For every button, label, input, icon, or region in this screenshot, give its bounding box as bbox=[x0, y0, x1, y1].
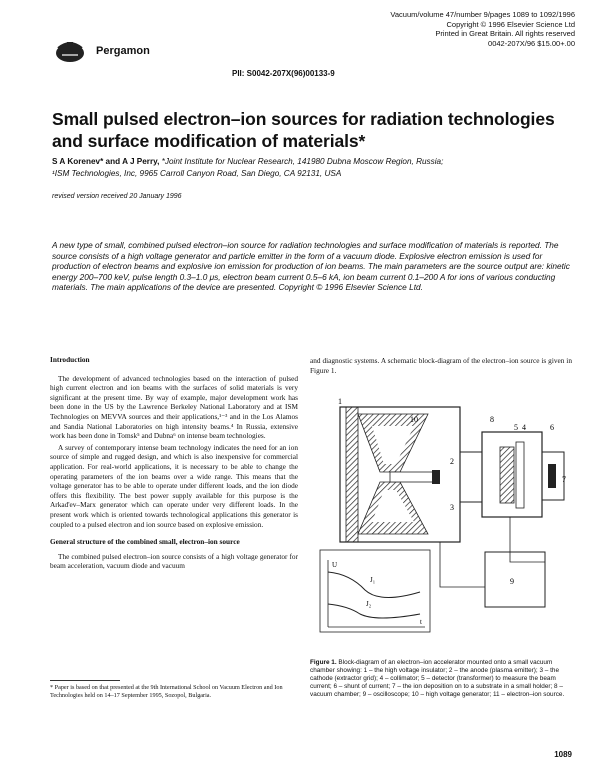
figure-label-6: 6 bbox=[550, 423, 554, 432]
figure-caption-label: Figure 1. bbox=[310, 659, 337, 666]
intro-paragraph-2: A survey of contemporary intense beam technology indicates the need for an ion source of simple and rugged design, and which is also inexpensive for commercial application. For real-world applications, it is necessary to be able to change the operating parameters of the ion beams over a wide range. This means that the voltage generator has to be able to operate under different loads, and the ion diode offers this flexibility. The best power supply available for this purpose is the Arkad'ev–Marx generator which can operate under very different loads. In the present work which is oriented towards technological applications this generator is coupled to a pulsed electron and ion source based on explosive emission. bbox=[50, 442, 298, 529]
figure-label-1: 1 bbox=[338, 397, 342, 406]
section-heading-general-structure: General structure of the combined small, electron–ion source bbox=[50, 537, 240, 547]
current-transformer bbox=[516, 442, 524, 508]
right-paragraph-1: and diagnostic systems. A schematic block-diagram of the electron–ion source is given in Figure 1. bbox=[310, 356, 572, 375]
figure-label-10: 10 bbox=[410, 415, 418, 424]
collimator bbox=[500, 447, 514, 503]
author-names: S A Korenev* and A J Perry, bbox=[52, 157, 160, 166]
insulator-column bbox=[346, 407, 358, 542]
figure-label-j2: J₂ bbox=[366, 600, 372, 608]
figure-label-j1: J₁ bbox=[370, 576, 376, 584]
figure-label-t: t bbox=[420, 618, 422, 626]
diode-chamber bbox=[460, 452, 482, 502]
figure-label-3: 3 bbox=[450, 503, 454, 512]
waveform-j2 bbox=[328, 604, 420, 618]
figure-label-8: 8 bbox=[490, 415, 494, 424]
affiliation-1: *Joint Institute for Nuclear Research, 141980 Dubna Moscow Region, Russia; bbox=[161, 157, 444, 166]
footnote-divider bbox=[50, 680, 120, 681]
figure-label-4: 4 bbox=[522, 423, 526, 432]
oscilloscope-box bbox=[485, 552, 545, 607]
pii-identifier: PII: S0042-207X(96)00133-9 bbox=[232, 69, 335, 78]
journal-volume-line: Vacuum/volume 47/number 9/pages 1089 to 1092/1996 bbox=[390, 10, 575, 19]
figure-caption-text: Block-diagram of an electron–ion accelerator mounted onto a small vacuum chamber showing: 1 – the high voltage insulator; 2 – the anode (plasma emitter); 3 – the cathode (extractor grid); 4 – collimator; 5 – detector (transformer) to measure the beam current; 6 – shunt of current; 7 – the ion deposition on to a substrate in a small holder; 8 – vacuum chamber; 9 – oscilloscope; 10 – high voltage generator; 11 – electron–ion source. bbox=[310, 659, 565, 698]
figure-label-7: 7 bbox=[562, 475, 566, 484]
intro-paragraph-1: The development of advanced technologies based on the interaction of pulsed high current electron and ion beams with the surfaces of solid materials is very significant at the present time. By way of example, major development work has been done in the US by the Lawrence Berkeley National Laboratory and at ISM Technologies on MEVVA sources and their applications,¹⁻³ and in the Los Alamos and Sandia National Laboratories on high intensity beams.⁴ In Russia, extensive work has been done in Tomsk⁵ and Dubna⁶ on intense beam technologies. bbox=[50, 373, 298, 441]
left-column bbox=[50, 355, 298, 573]
figure-label-5: 5 bbox=[514, 423, 518, 432]
footnote: * Paper is based on that presented at the 9th International School on Vacuum Electron and Ion Technologies held on 14–17 September 1995, Sozopol, Bulgaria. bbox=[50, 684, 283, 699]
abstract: A new type of small, combined pulsed electron–ion source for radiation technologies and surface modification of materials is reported. The source consists of a high voltage generator and particle emitter in the form of a vacuum diode. Explosive electron emission is used for production of electron beams and explosive ion emission for production of ion beams. The main parameters are the source output are: kinetic energy 200–700 keV, pulse length 0.3–1.0 μs, electron beam current 0.5–6 kA, ion beam current 0.1–200 A for ions of various conducting materials. The main applications of the device are presented. Copyright © 1996 Elsevier Science Ltd. bbox=[52, 240, 570, 293]
page-number: 1089 bbox=[554, 750, 572, 759]
author-block bbox=[52, 156, 572, 179]
publisher-name: Pergamon bbox=[96, 45, 150, 57]
printed-line: Printed in Great Britain. All rights reserved bbox=[435, 29, 575, 38]
figure-1-block-diagram bbox=[310, 392, 572, 652]
issn-line: 0042-207X/96 $15.00+.00 bbox=[488, 38, 575, 48]
anode-emitter bbox=[432, 470, 440, 484]
section-heading-introduction: Introduction bbox=[50, 355, 90, 364]
figure-label-2: 2 bbox=[450, 457, 454, 466]
central-rod bbox=[390, 472, 438, 482]
right-column bbox=[310, 356, 572, 377]
publication-info bbox=[325, 10, 575, 48]
pergamon-logo-icon bbox=[50, 38, 90, 66]
figure-label-9: 9 bbox=[510, 577, 514, 586]
section2-paragraph-1: The combined pulsed electron–ion source consists of a high voltage generator for beam acceleration, vacuum diode and vacuum bbox=[50, 551, 298, 571]
affiliation-2: ¹ISM Technologies, Inc, 9965 Carroll Canyon Road, San Diego, CA 92131, USA bbox=[52, 168, 342, 178]
paper-title: Small pulsed electron–ion sources for radiation technologies and surface modification of materials* bbox=[52, 109, 555, 151]
copyright-line: Copyright © 1996 Elsevier Science Ltd bbox=[446, 19, 575, 29]
revised-date: revised version received 20 January 1996 bbox=[52, 193, 182, 200]
figure-label-u: U bbox=[332, 561, 338, 569]
figure-caption bbox=[310, 659, 572, 699]
